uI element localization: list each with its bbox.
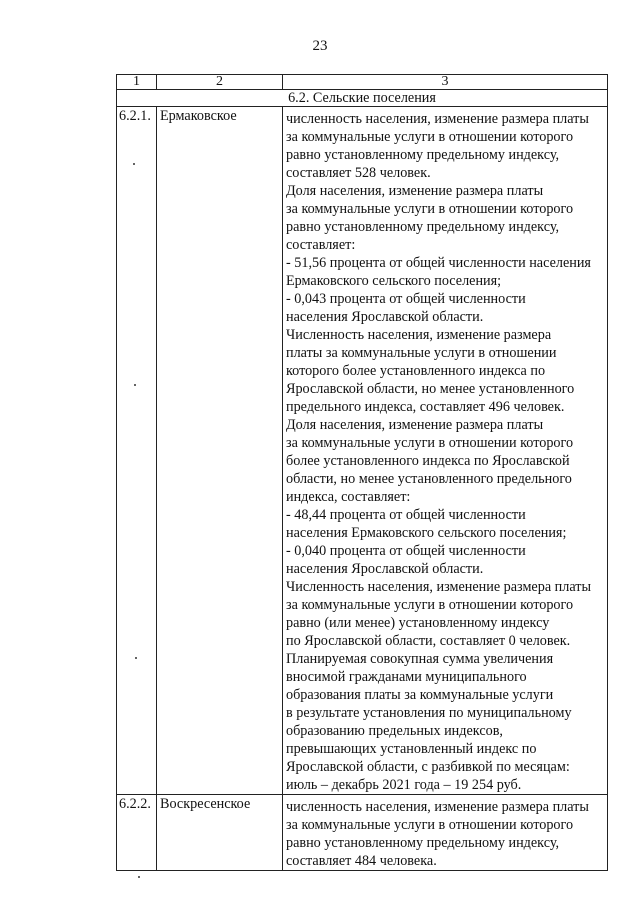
row-description bbox=[283, 107, 608, 795]
header-cell-2: 2 bbox=[157, 75, 283, 90]
description-line: Численность населения, изменение размера платы bbox=[286, 579, 592, 595]
description-line: июль – декабрь 2021 года – 19 254 руб. bbox=[286, 777, 522, 793]
description-line: численность населения, изменение размера платы bbox=[286, 111, 589, 127]
description-line: составляет 528 человек. bbox=[286, 165, 431, 181]
description-line: населения Ярославской области. bbox=[286, 309, 484, 325]
description-line: Планируемая совокупная сумма увеличения bbox=[286, 651, 554, 667]
scan-speck bbox=[135, 657, 137, 659]
description-line: Ярославской области, с разбивкой по месяцам: bbox=[286, 759, 570, 775]
description-line: - 48,44 процента от общей численности bbox=[286, 507, 526, 523]
description-line: составляет: bbox=[286, 237, 356, 253]
description-line: Доля населения, изменение размера платы bbox=[286, 417, 544, 433]
description-line: платы за коммунальные услуги в отношении bbox=[286, 345, 557, 361]
description-line: Доля населения, изменение размера платы bbox=[286, 183, 544, 199]
page-number: 23 bbox=[312, 38, 328, 54]
scan-speck bbox=[138, 876, 140, 878]
settlement-name: Воскресенское bbox=[157, 795, 283, 871]
description-line: образования платы за коммунальные услуги bbox=[286, 687, 554, 703]
indices-table bbox=[116, 74, 608, 871]
description-line: предельного индекса, составляет 496 человек. bbox=[286, 399, 565, 415]
description-line: за коммунальные услуги в отношении которого bbox=[286, 201, 574, 217]
description-line: равно установленному предельному индексу, bbox=[286, 147, 560, 163]
description-line: - 0,040 процента от общей численности bbox=[286, 543, 526, 559]
description-line: за коммунальные услуги в отношении которого bbox=[286, 435, 574, 451]
header-cell-1: 1 bbox=[117, 75, 157, 90]
description-line: Ермаковского сельского поселения; bbox=[286, 273, 502, 289]
description-line: более установленного индекса по Ярославской bbox=[286, 453, 570, 469]
row-description bbox=[283, 795, 608, 871]
table-row bbox=[117, 795, 608, 871]
settlement-name: Ермаковское bbox=[157, 107, 283, 795]
description-line: которого более установленного индекса по bbox=[286, 363, 546, 379]
description-line: по Ярославской области, составляет 0 человек. bbox=[286, 633, 571, 649]
description-line: равно установленному предельному индексу, bbox=[286, 835, 560, 851]
scan-speck bbox=[133, 163, 135, 165]
description-line: образованию предельных индексов, bbox=[286, 723, 503, 739]
description-line: составляет 484 человека. bbox=[286, 853, 437, 869]
table-header-row bbox=[117, 75, 608, 90]
scan-speck bbox=[134, 384, 136, 386]
header-cell-3: 3 bbox=[283, 75, 608, 90]
description-line: превышающих установленный индекс по bbox=[286, 741, 537, 757]
description-line: индекса, составляет: bbox=[286, 489, 411, 505]
row-number: 6.2.2. bbox=[117, 795, 157, 871]
description-line: в результате установления по муниципальному bbox=[286, 705, 572, 721]
section-row bbox=[117, 90, 608, 107]
description-line: населения Ярославской области. bbox=[286, 561, 484, 577]
description-line: - 0,043 процента от общей численности bbox=[286, 291, 526, 307]
description-line: за коммунальные услуги в отношении которого bbox=[286, 129, 574, 145]
section-title: 6.2. Сельские поселения bbox=[117, 90, 608, 107]
description-line: численность населения, изменение размера платы bbox=[286, 799, 589, 815]
description-line: за коммунальные услуги в отношении которого bbox=[286, 817, 574, 833]
row-number: 6.2.1. bbox=[117, 107, 157, 795]
description-line: за коммунальные услуги в отношении которого bbox=[286, 597, 574, 613]
description-line: Численность населения, изменение размера bbox=[286, 327, 552, 343]
description-line: - 51,56 процента от общей численности населения bbox=[286, 255, 591, 271]
table-row bbox=[117, 107, 608, 795]
description-line: вносимой гражданами муниципального bbox=[286, 669, 527, 685]
description-line: равно (или менее) установленному индексу bbox=[286, 615, 550, 631]
description-line: населения Ермаковского сельского поселения; bbox=[286, 525, 567, 541]
description-line: Ярославской области, но менее установленного bbox=[286, 381, 575, 397]
description-line: равно установленному предельному индексу, bbox=[286, 219, 560, 235]
description-line: области, но менее установленного предельного bbox=[286, 471, 572, 487]
